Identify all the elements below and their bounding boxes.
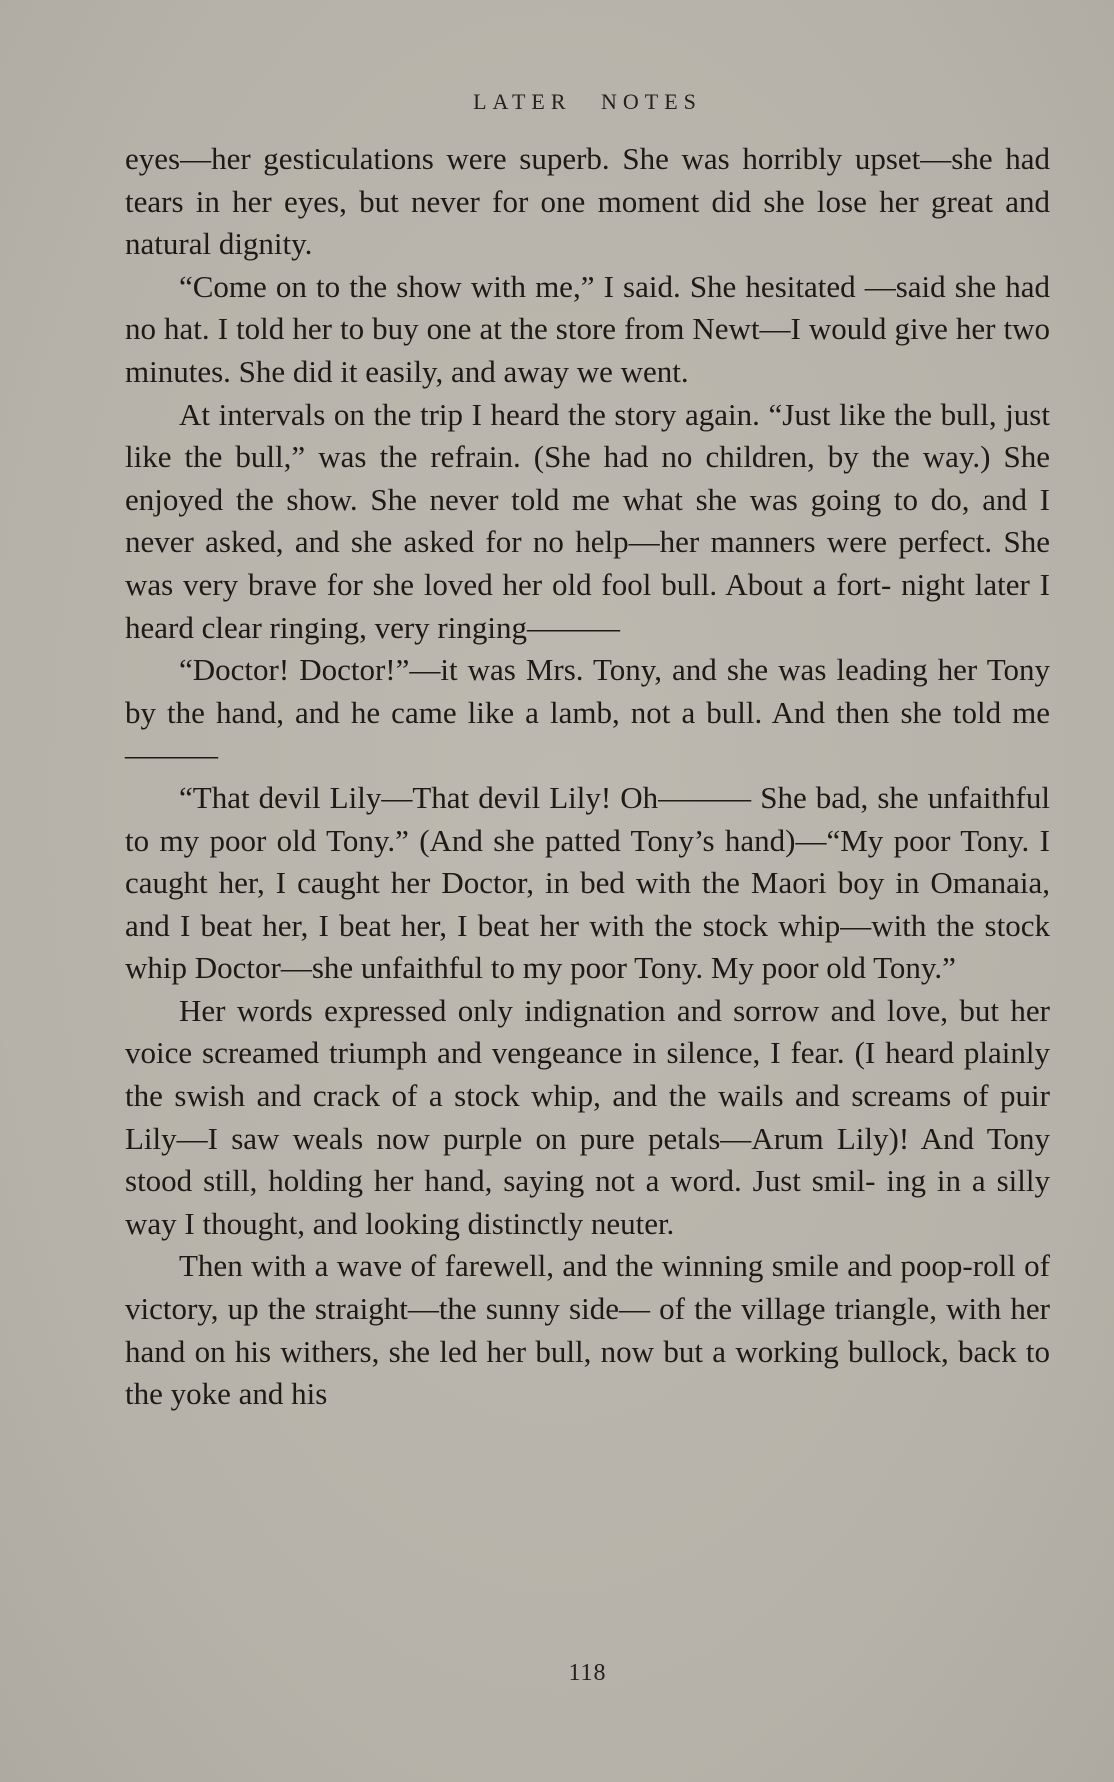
paragraph-continued: eyes—her gesticulations were superb. She was horribly upset—she had tears in her eyes, but never for one moment did she lose her great and natural dignity. (125, 141, 1050, 262)
page-number: 118 (568, 1660, 607, 1686)
paragraph: “Doctor! Doctor!”—it was Mrs. Tony, and she was leading her Tony by the hand, and he came like a lamb, not a bull. And then she told me——— (125, 652, 1050, 773)
paragraph: “Come on to the show with me,” I said. She hesitated —said she had no hat. I told her to buy one at the store from Newt—I would give her two minutes. She did it easily, and away we went. (125, 268, 1050, 389)
body-text (125, 138, 1050, 1416)
running-head: LATER NOTES (473, 89, 702, 114)
paragraph: Then with a wave of farewell, and the winning smile and poop‑roll of victory, up the straight—the sunny side— of the village triangle, with her hand on his withers, she led her bull, now but a working bullock, back to the yoke and his (125, 1248, 1050, 1412)
paragraph: Her words expressed only indignation and sorrow and love, but her voice screamed triumph and vengeance in silence, I fear. (I heard plainly the swish and crack of a stock whip, and the wails and screams of puir Lily—I saw weals now purple on pure petals—Arum Lily)! And Tony stood still, holding her hand, saying not a word. Just smil‑ ing in a silly way I thought, and looking distinctly neuter. (125, 992, 1050, 1241)
paragraph: At intervals on the trip I heard the story again. “Just like the bull, just like the bull,” was the refrain. (She had no children, by the way.) She enjoyed the show. She never told me what she was going to do, and I never asked, and she asked for no help—her manners were perfect. She was very brave for she loved her old fool bull. About a fort‑ night later I heard clear ringing, very ringing——— (125, 396, 1050, 645)
book-page (125, 0, 1050, 1782)
paragraph: “That devil Lily—That devil Lily! Oh——— She bad, she unfaithful to my poor old Tony.” (And she patted Tony’s hand)—“My poor Tony. I caught her, I caught her Doctor, in bed with the Maori boy in Omanaia, and I beat her, I beat her, I beat her with the stock whip—with the stock whip Doctor—she unfaithful to my poor Tony. My poor old Tony.” (125, 779, 1050, 986)
